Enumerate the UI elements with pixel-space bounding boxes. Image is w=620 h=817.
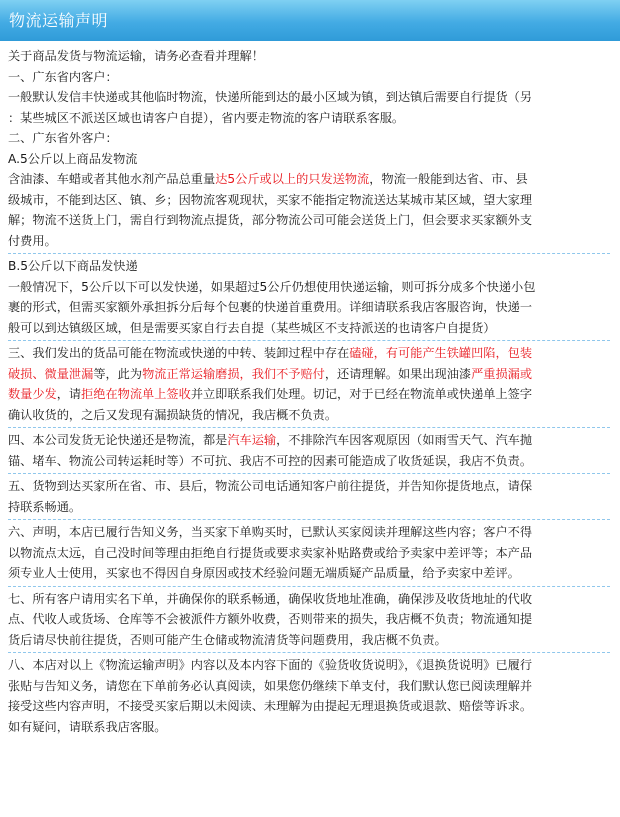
body-text: 货后请尽快前往提货，否则可能产生仓储或物流清货等问题费用，我店概不负责。 — [8, 632, 447, 647]
page-title: 物流运输声明 — [0, 0, 620, 41]
highlight-text: 拒绝在物流单上签收 — [81, 387, 191, 401]
section-divider — [8, 427, 610, 428]
text-line — [8, 589, 610, 610]
body-text: 般可以到达镇级区域，但是需要买家自行去自提（某些城区不支持派送的也请客户自提货） — [8, 320, 496, 335]
text-line — [8, 364, 610, 385]
body-text: ：某些城区不派送区域也请客户自提），省内要走物流的客户请联系客服。 — [8, 110, 405, 125]
text-line — [8, 563, 610, 584]
text-line — [8, 384, 610, 405]
body-text: 含油漆、车蜡或者其他水剂产品总重量 — [8, 172, 216, 186]
highlight-text: 磕碰，有可能产生铁罐凹陷，包装 — [349, 346, 533, 360]
text-line — [8, 108, 610, 129]
text-line — [8, 210, 610, 231]
body-text: 付费用。 — [8, 233, 57, 248]
text-line — [8, 609, 610, 630]
body-text: 三、我们发出的货品可能在物流或快递的中转、装卸过程中存在 — [8, 346, 350, 360]
text-line — [8, 231, 610, 252]
body-text: 确认收货的，之后又发现有漏损缺货的情况，我店概不负责。 — [8, 407, 338, 422]
body-text: ，还请理解。如果出现油漆 — [324, 366, 472, 381]
section-divider — [8, 253, 610, 254]
text-line — [8, 256, 610, 277]
text-line — [8, 190, 610, 211]
body-text: 一般情况下，5公斤以下可以发快递，如果超过5公斤仍想使用快递运输，则可拆分成多个快递小包 — [8, 279, 536, 294]
body-text: 张贴与告知义务，请您在下单前务必认真阅读，如果您仍继续下单支付，我们默认您已阅读理解并 — [8, 678, 533, 693]
highlight-text: 汽车运输 — [227, 433, 277, 447]
notice-content — [0, 41, 620, 737]
text-line — [8, 497, 610, 518]
body-text: 四、本公司发货无论快递还是物流，都是 — [8, 433, 228, 447]
notice-section — [8, 655, 610, 737]
highlight-text: 破损、微量泄漏 — [8, 366, 94, 381]
text-line — [8, 67, 610, 88]
notice-section — [8, 589, 610, 651]
body-text: ，物流一般能到达省、市、县 — [369, 172, 528, 186]
notice-section — [8, 343, 610, 425]
text-line — [8, 717, 610, 738]
body-text: ，不排除汽车因客观原因（如雨雪天气、汽车抛 — [276, 433, 533, 447]
body-text: 关于商品发货与物流运输，请务必查看并理解！ — [8, 49, 264, 63]
section-divider — [8, 652, 610, 653]
section-divider — [8, 586, 610, 587]
body-text: 持联系畅通。 — [8, 499, 82, 514]
text-line — [8, 543, 610, 564]
notice-section — [8, 46, 610, 251]
highlight-text: 数量少发 — [8, 387, 57, 401]
body-text: 裹的形式，但需买家额外承担拆分后每个包裹的快递首重费用。详细请联系我店客服咨询，快递一 — [8, 300, 533, 314]
body-text: 以物流点太远，自己没时间等理由拒绝自行提货或要求卖家补贴路费或给予卖家中差评等；本产品 — [8, 545, 533, 560]
body-text: 并立即联系我们处理。切记，对于已经在物流单或快递单上签字 — [190, 387, 533, 401]
text-line — [8, 87, 610, 108]
text-line — [8, 46, 610, 67]
body-text: 级城市，不能到达区、镇、乡；因物流客观现状，买家不能指定物流送达某城市某区域，望大家理 — [8, 192, 533, 207]
body-text: 解；物流不送货上门，需自行到物流点提货，部分物流公司可能会送货上门，但会要求买家额外支 — [8, 213, 533, 227]
notice-section — [8, 522, 610, 584]
body-text: 八、本店对以上《物流运输声明》内容以及本内容下面的《验货收货说明》，《退换货说明》已履行 — [8, 658, 533, 672]
text-line — [8, 630, 610, 651]
text-line — [8, 128, 610, 149]
text-line — [8, 451, 610, 472]
text-line — [8, 696, 610, 717]
body-text: 如有疑问，请联系我店客服。 — [8, 719, 167, 734]
body-text: 接受这些内容声明，不接受买家后期以未阅读、未理解为由提起无理退换货或退款、赔偿等诉求。 — [8, 699, 533, 713]
text-line — [8, 676, 610, 697]
body-text: 点、代收人或货场、仓库等不会被派件方额外收费，否则带来的损失，我店概不负责；物流通知提 — [8, 612, 533, 626]
text-line — [8, 277, 610, 298]
text-line — [8, 655, 610, 676]
section-divider — [8, 473, 610, 474]
body-text: A.5公斤以上商品发物流 — [8, 151, 138, 166]
text-line — [8, 430, 610, 451]
body-text: 五、货物到达买家所在省、市、县后，物流公司电话通知客户前往提货，并告知你提货地点，请保 — [8, 479, 533, 493]
body-text: 一般默认发信丰快递或其他临时物流，快递所能到达的最小区域为镇，到达镇后需要自行提货（另 — [8, 90, 533, 104]
text-line — [8, 169, 610, 190]
body-text: 七、所有客户请用实名下单，并确保你的联系畅通，确保收货地址准确，确保涉及收货地址的代收 — [8, 591, 533, 606]
notice-section — [8, 256, 610, 338]
notice-section — [8, 430, 610, 471]
body-text: 六、声明，本店已履行告知义务，当买家下单购买时，已默认买家阅读并理解这些内容；客户不得 — [8, 525, 533, 539]
body-text: 锚、堵车、物流公司转运耗时等）不可抗、我店不可控的因素可能造成了收货延误，我店不负责。 — [8, 453, 533, 468]
notice-section — [8, 476, 610, 517]
text-line — [8, 318, 610, 339]
body-text: 等，此为 — [93, 366, 143, 381]
text-line — [8, 476, 610, 497]
text-line — [8, 149, 610, 170]
section-divider — [8, 340, 610, 341]
body-text: 一、广东省内客户： — [8, 69, 118, 84]
text-line — [8, 297, 610, 318]
text-line — [8, 405, 610, 426]
body-text: B.5公斤以下商品发快递 — [8, 259, 138, 273]
section-divider — [8, 519, 610, 520]
highlight-text: 严重损漏或 — [471, 366, 533, 381]
body-text: 二、广东省外客户： — [8, 131, 118, 145]
highlight-text: 达5公斤或以上的只发送物流 — [215, 172, 370, 186]
highlight-text: 物流正常运输磨损，我们不予赔付 — [142, 366, 325, 381]
text-line — [8, 522, 610, 543]
body-text: ，请 — [56, 387, 82, 401]
body-text: 须专业人士使用，买家也不得因自身原因或技术经验问题无端质疑产品质量，给予卖家中差评。 — [8, 566, 520, 580]
text-line — [8, 343, 610, 364]
